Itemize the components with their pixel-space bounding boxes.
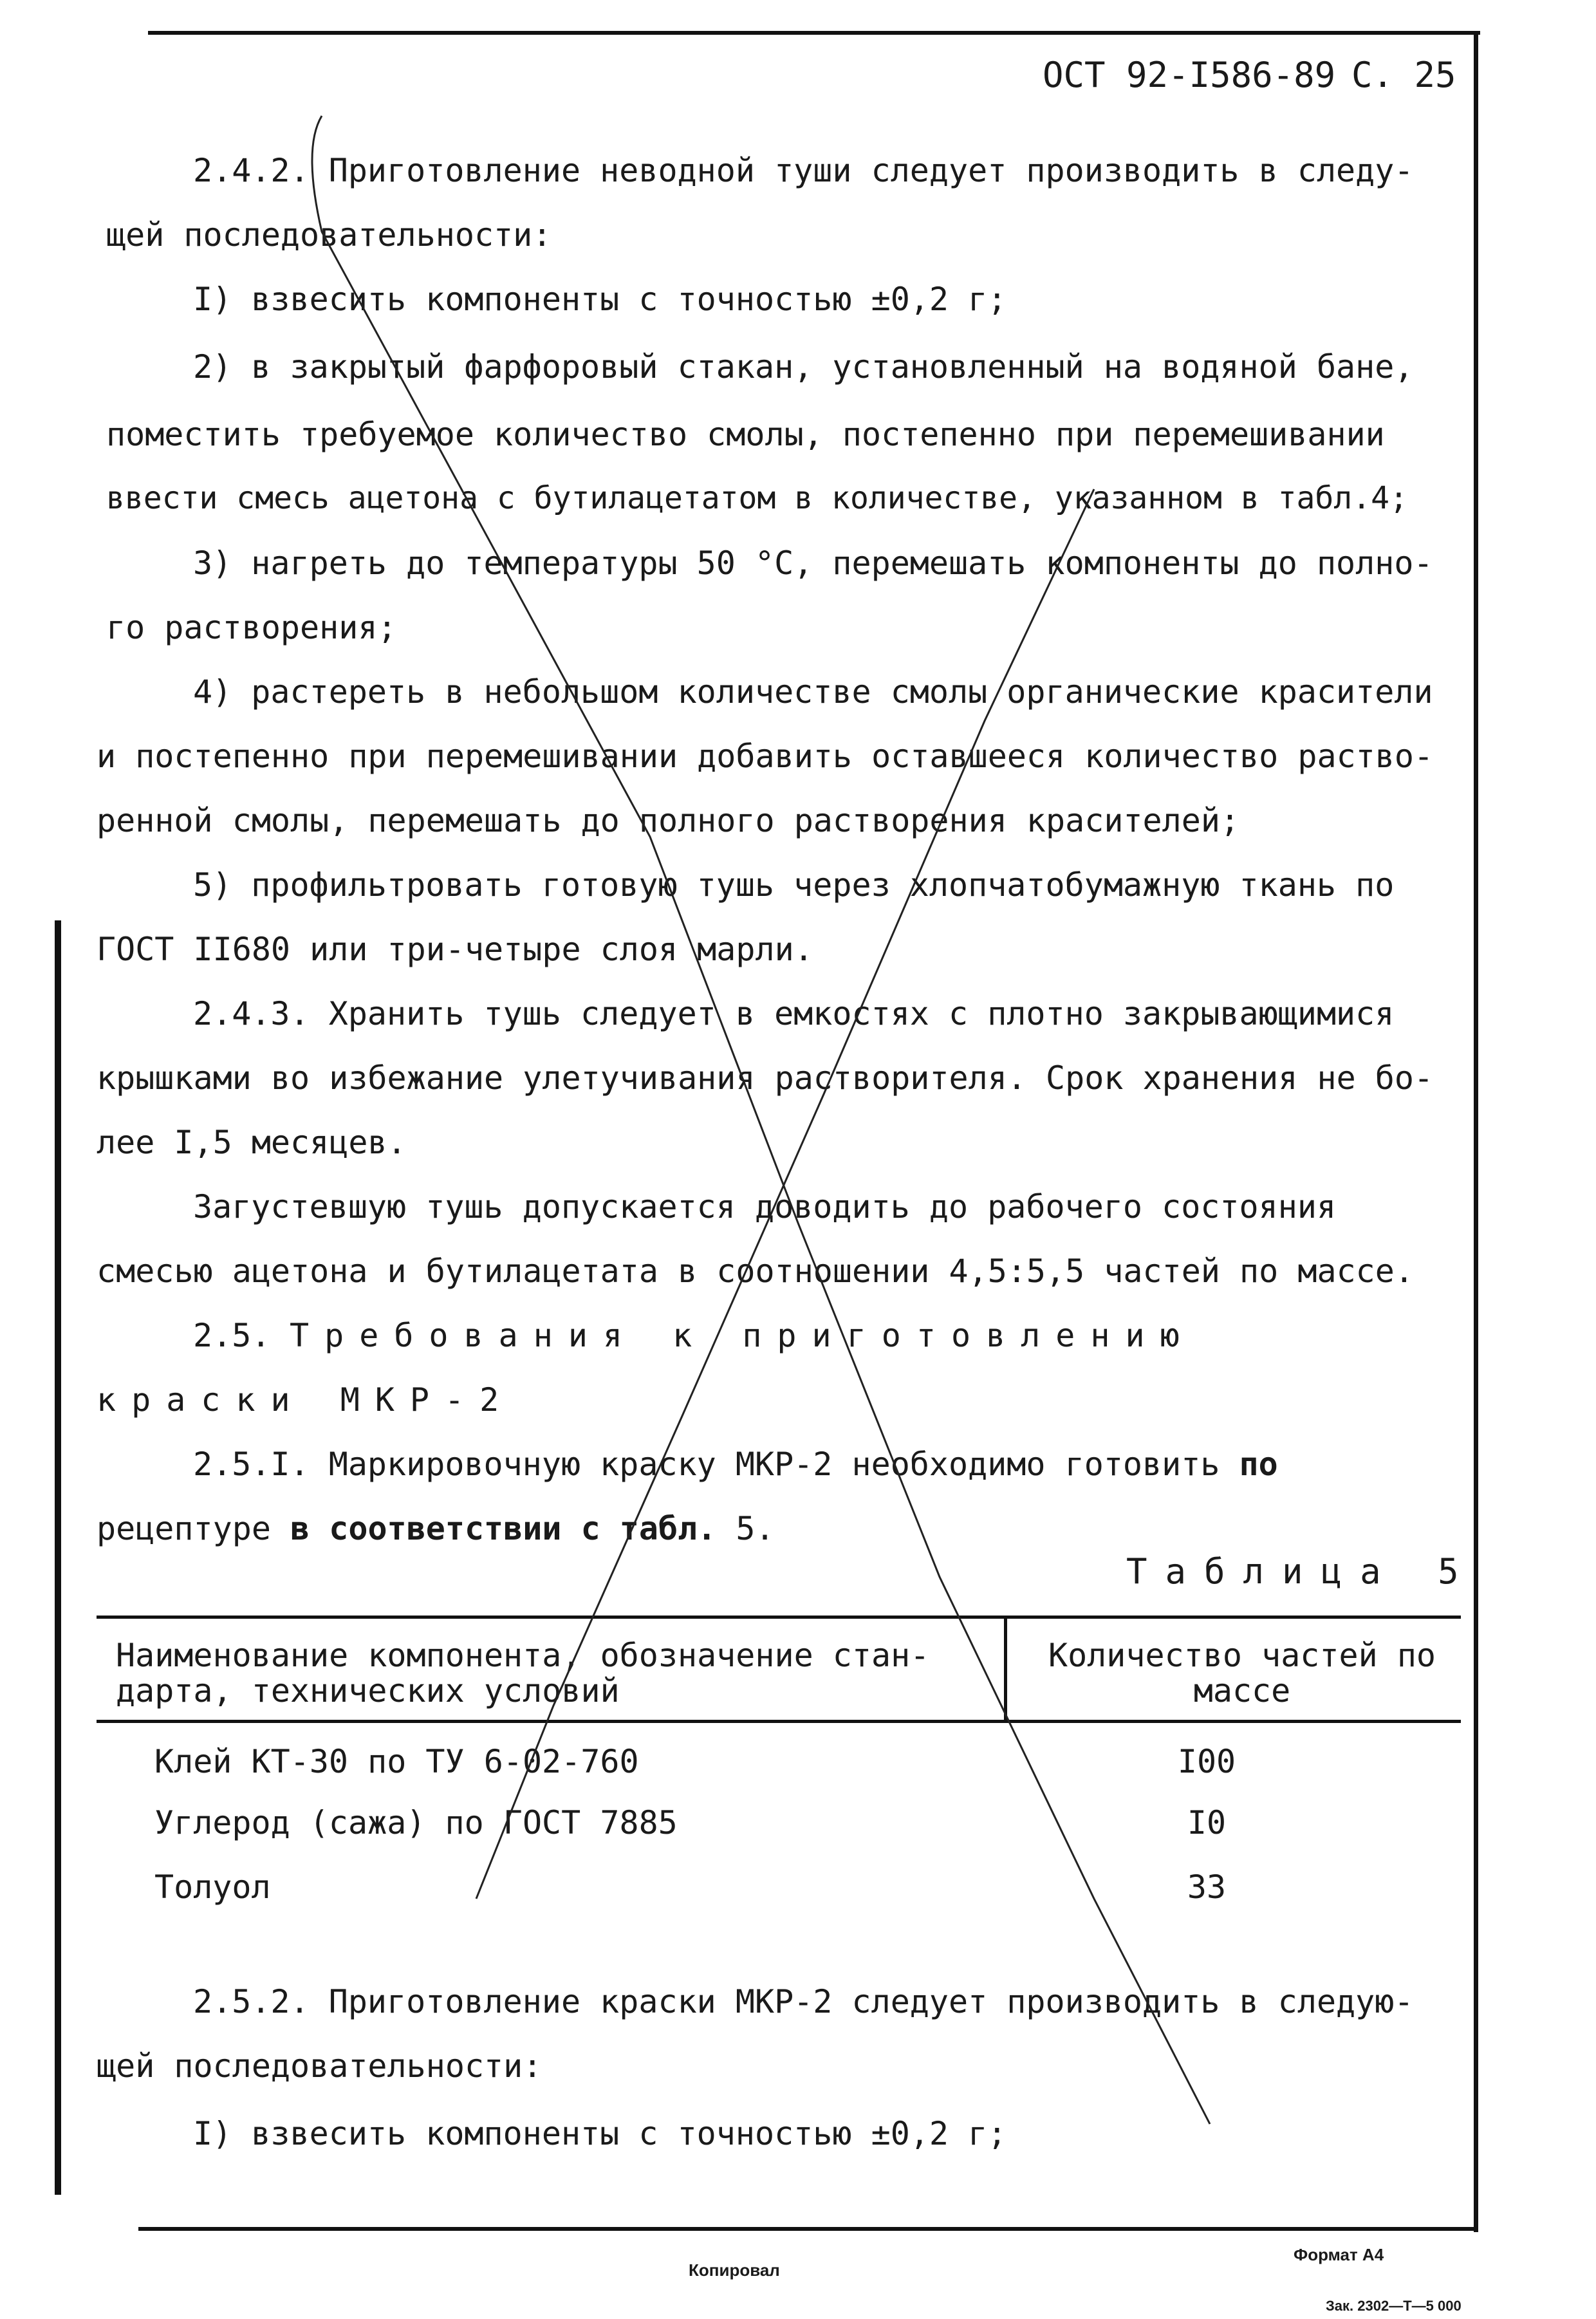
table-row-3-name: Толуол xyxy=(154,1868,271,1906)
step-5-line-2: ГОСТ II680 или три-четыре слоя марли. xyxy=(97,931,813,968)
table-row-2-amount: I0 xyxy=(1187,1804,1227,1841)
step-3-line-1: 3) нагреть до температуры 50 °С, перемешать компоненты до полно- xyxy=(193,545,1433,582)
footer-copied: Копировал xyxy=(689,2260,780,2280)
paragraph-2-5-1-line-2-text: рецептуре xyxy=(97,1510,291,1547)
thickened-ink-line-2: смесью ацетона и бутилацетата в соотношении 4,5:5,5 частей по массе. xyxy=(97,1253,1414,1290)
table-header-amount-line-1: Количество частей по xyxy=(1048,1637,1436,1674)
table-row-1-amount: I00 xyxy=(1177,1743,1236,1780)
table-row-1-name: Клей КТ-30 по ТУ 6-02-760 xyxy=(154,1743,639,1780)
table-row-3-amount: 33 xyxy=(1187,1868,1227,1906)
paragraph-2-5-1-line-2-bold: в соответствии с табл. xyxy=(290,1510,717,1547)
step-3-line-2: го растворения; xyxy=(106,609,397,646)
paragraph-2-5-2-line-2: щей последовательности: xyxy=(97,2047,543,2085)
paragraph-2-5-1-line-1-bold: по xyxy=(1239,1446,1278,1483)
paragraph-2-4-2-line-1: 2.4.2. Приготовление неводной туши следует производить в следу- xyxy=(193,152,1414,189)
step-4-line-1: 4) растереть в небольшом количестве смолы органические красители xyxy=(193,673,1433,711)
page-number: С. 25 xyxy=(1351,55,1456,95)
section-2-5-title-text: краски МКР-2 xyxy=(97,1381,515,1419)
table-caption: Таблица 5 xyxy=(1126,1551,1477,1592)
step-2-line-3: ввести смесь ацетона с бутилацетатом в количестве, указанном в табл.4; xyxy=(106,480,1408,516)
paragraph-2-5-1-line-2-end: 5. xyxy=(716,1510,775,1547)
step-2-line-2: поместить требуемое количество смолы, постепенно при перемешивании xyxy=(106,416,1385,453)
table-header-amount-line-2: массе xyxy=(1193,1672,1291,1709)
step-1-repeat: I) взвесить компоненты с точностью ±0,2 г; xyxy=(193,2115,1007,2152)
table-header-name-line-1: Наименование компонента, обозначение стан- xyxy=(116,1637,930,1674)
step-4-line-3: ренной смолы, перемешать до полного растворения красителей; xyxy=(97,802,1240,839)
table-header-name-line-2: дарта, технических условий xyxy=(116,1672,620,1709)
footer-order: Зак. 2302—Т—5 000 xyxy=(1326,2298,1461,2314)
thickened-ink-line-1: Загустевшую тушь допускается доводить до рабочего состояния xyxy=(193,1188,1337,1225)
paragraph-2-4-3-line-2: крышками во избежание улетучивания растворителя. Срок хранения не бо- xyxy=(97,1059,1434,1097)
cross-stroke-2 xyxy=(476,489,1094,1899)
paragraph-2-5-1-line-1-text: 2.5.I. Маркировочную краску МКР-2 необходимо готовить xyxy=(193,1446,1239,1483)
section-2-5-number: 2.5. xyxy=(193,1317,271,1354)
paragraph-2-4-3-line-3: лее I,5 месяцев. xyxy=(97,1124,407,1161)
footer-format: Формат А4 xyxy=(1294,2245,1384,2264)
cross-stroke-1 xyxy=(312,116,1210,2124)
step-1: I) взвесить компоненты с точностью ±0,2 г; xyxy=(193,281,1007,318)
document-id: ОСТ 92-І586-89 xyxy=(1043,55,1336,95)
step-4-line-2: и постепенно при перемешивании добавить оставшееся количество раство- xyxy=(97,738,1434,775)
paragraph-2-4-2-line-2: щей последовательности: xyxy=(106,216,552,254)
table-row-2-name: Углерод (сажа) по ГОСТ 7885 xyxy=(154,1804,678,1841)
step-2-line-1: 2) в закрытый фарфоровый стакан, установленный на водяной бане, xyxy=(193,348,1414,386)
step-5-line-1: 5) профильтровать готовую тушь через хлопчатобумажную ткань по xyxy=(193,866,1395,904)
paragraph-2-4-3-line-1: 2.4.3. Хранить тушь следует в емкостях с плотно закрывающимися xyxy=(193,995,1395,1032)
paragraph-2-5-2-line-1: 2.5.2. Приготовление краски МКР-2 следует производить в следую- xyxy=(193,1983,1414,2020)
section-2-5-title-line-1: Требования к приготовлению xyxy=(290,1317,1195,1354)
